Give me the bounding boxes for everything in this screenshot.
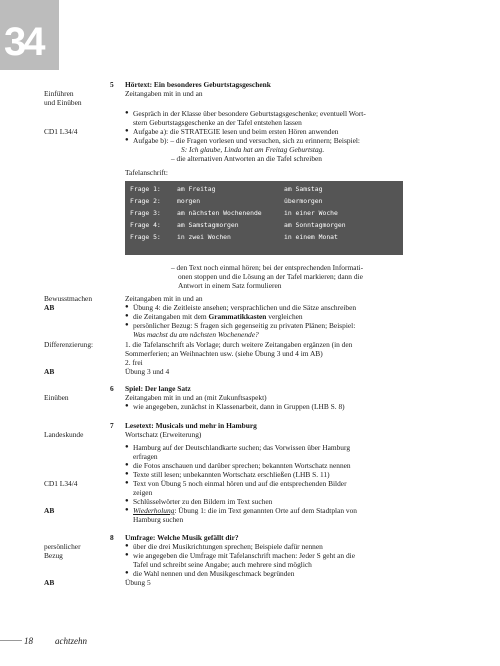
bullet-icon: ● (125, 480, 129, 486)
label-landeskunde: Landeskunde (44, 430, 84, 439)
table-row: Frage 5: in zwei Wochen in einem Monat (130, 233, 338, 241)
ab-exercise: Übung 5 (125, 578, 151, 587)
list-item-continuation: zeigen (133, 488, 153, 497)
section-7-heading: Lesetext: Musicals und mehr in Hamburg (125, 421, 257, 430)
list-item-continuation: Hamburg suchen (133, 515, 184, 524)
label-persoenlicher: persönlicher (44, 542, 81, 551)
label-einueben: Einüben (44, 393, 69, 402)
chapter-badge (0, 0, 59, 70)
label-ab: AB (44, 578, 55, 587)
bullet-icon: ● (125, 507, 129, 513)
label-ab: AB (44, 367, 55, 376)
bullet-icon: ● (125, 543, 129, 549)
section-5-number: 5 (110, 80, 114, 89)
cd-track-label: CD1 L34/4 (44, 127, 78, 136)
example-question: Was machst du am nächsten Wochenende? (133, 330, 259, 339)
section-6-intro: Zeitangaben mit in und an (mit Zukunftsaspekt) (125, 393, 267, 402)
label-und-einueben: und Einüben (44, 98, 82, 107)
bullet-icon: ● (125, 570, 129, 576)
page-number-word: achtzehn (55, 636, 87, 646)
bullet-icon: ● (125, 313, 129, 319)
bullet-icon: ● (125, 128, 129, 134)
bullet-icon: ● (125, 552, 129, 558)
section-8-heading: Umfrage: Welche Musik gefällt dir? (125, 533, 239, 542)
label-ab: AB (44, 303, 55, 312)
diff-line: Sommerferien; an Weihnachten usw. (siehe Übung 3 und 4 im AB) (125, 349, 323, 358)
diff-line: 2. frei (125, 358, 143, 367)
table-row: Frage 2: morgen übermorgen (130, 197, 323, 205)
section-5-intro: Zeitangaben mit in und an (125, 89, 203, 98)
after-table-line: Antwort in einem Satz formulieren (178, 281, 282, 290)
table-row: Frage 4: am Samstagmorgen am Sonntagmorgen (130, 221, 346, 229)
bullet-icon: ● (125, 322, 129, 328)
section-7-intro: Wortschatz (Erweiterung) (125, 430, 202, 439)
bullet-icon: ● (125, 471, 129, 477)
label-differenzierung: Differenzierung: (44, 340, 94, 349)
page-number: 18 (24, 636, 33, 646)
bullet-icon: ● (125, 137, 129, 143)
bullet-icon: ● (125, 462, 129, 468)
chapter-number: 34 (4, 20, 43, 64)
tafel-table (125, 181, 403, 255)
list-item-continuation: Tafel und schreibt seine Angabe; auch mehrere sind möglich (133, 560, 312, 569)
label-bezug: Bezug (44, 551, 63, 560)
bullet-icon: ● (125, 403, 129, 409)
label-bewusstmachen: Bewusstmachen (44, 294, 93, 303)
example-sentence: S: Ich glaube, Linda hat am Freitag Geburtstag. (181, 145, 325, 154)
diff-line: 1. die Tafelanschrift als Vorlage; durch weitere Zeitangaben ergänzen (in den (125, 340, 353, 349)
ab-exercise: Übung 3 und 4 (125, 367, 170, 376)
tafelanschrift-label: Tafelanschrift: (125, 168, 168, 177)
bullet-icon: ● (125, 304, 129, 310)
cd-track-label: CD1 L34/4 (44, 479, 78, 488)
list-item-dash: – die alternativen Antworten an die Tafel schreiben (171, 154, 323, 163)
label-einfuehren: Einführen (44, 89, 74, 98)
section-7-number: 7 (110, 421, 114, 430)
bewusst-intro: Zeitangaben mit in und an (125, 294, 203, 303)
section-6-number: 6 (110, 384, 114, 393)
bullet-icon: ● (125, 444, 129, 450)
after-table-line: – den Text noch einmal hören; bei der entsprechenden Informati- (171, 263, 364, 272)
list-item-continuation: stern Geburtstagsgeschenke an der Tafel entstehen lassen (133, 118, 302, 127)
bullet-icon: ● (125, 498, 129, 504)
footer-rule (0, 640, 22, 641)
table-row: Frage 1: am Freitag am Samstag (130, 185, 323, 193)
label-ab: AB (44, 506, 55, 515)
after-table-line: onen stoppen und die Lösung an der Tafel markieren; dann die (178, 272, 363, 281)
list-item-continuation: erfragen (133, 452, 158, 461)
table-row: Frage 3: am nächsten Wochenende in einer Woche (130, 209, 338, 217)
section-6-heading: Spiel: Der lange Satz (125, 384, 191, 393)
bullet-icon: ● (125, 110, 129, 116)
section-5-heading: Hörtext: Ein besonderes Geburtstagsgeschenk (125, 80, 271, 89)
section-8-number: 8 (110, 533, 114, 542)
